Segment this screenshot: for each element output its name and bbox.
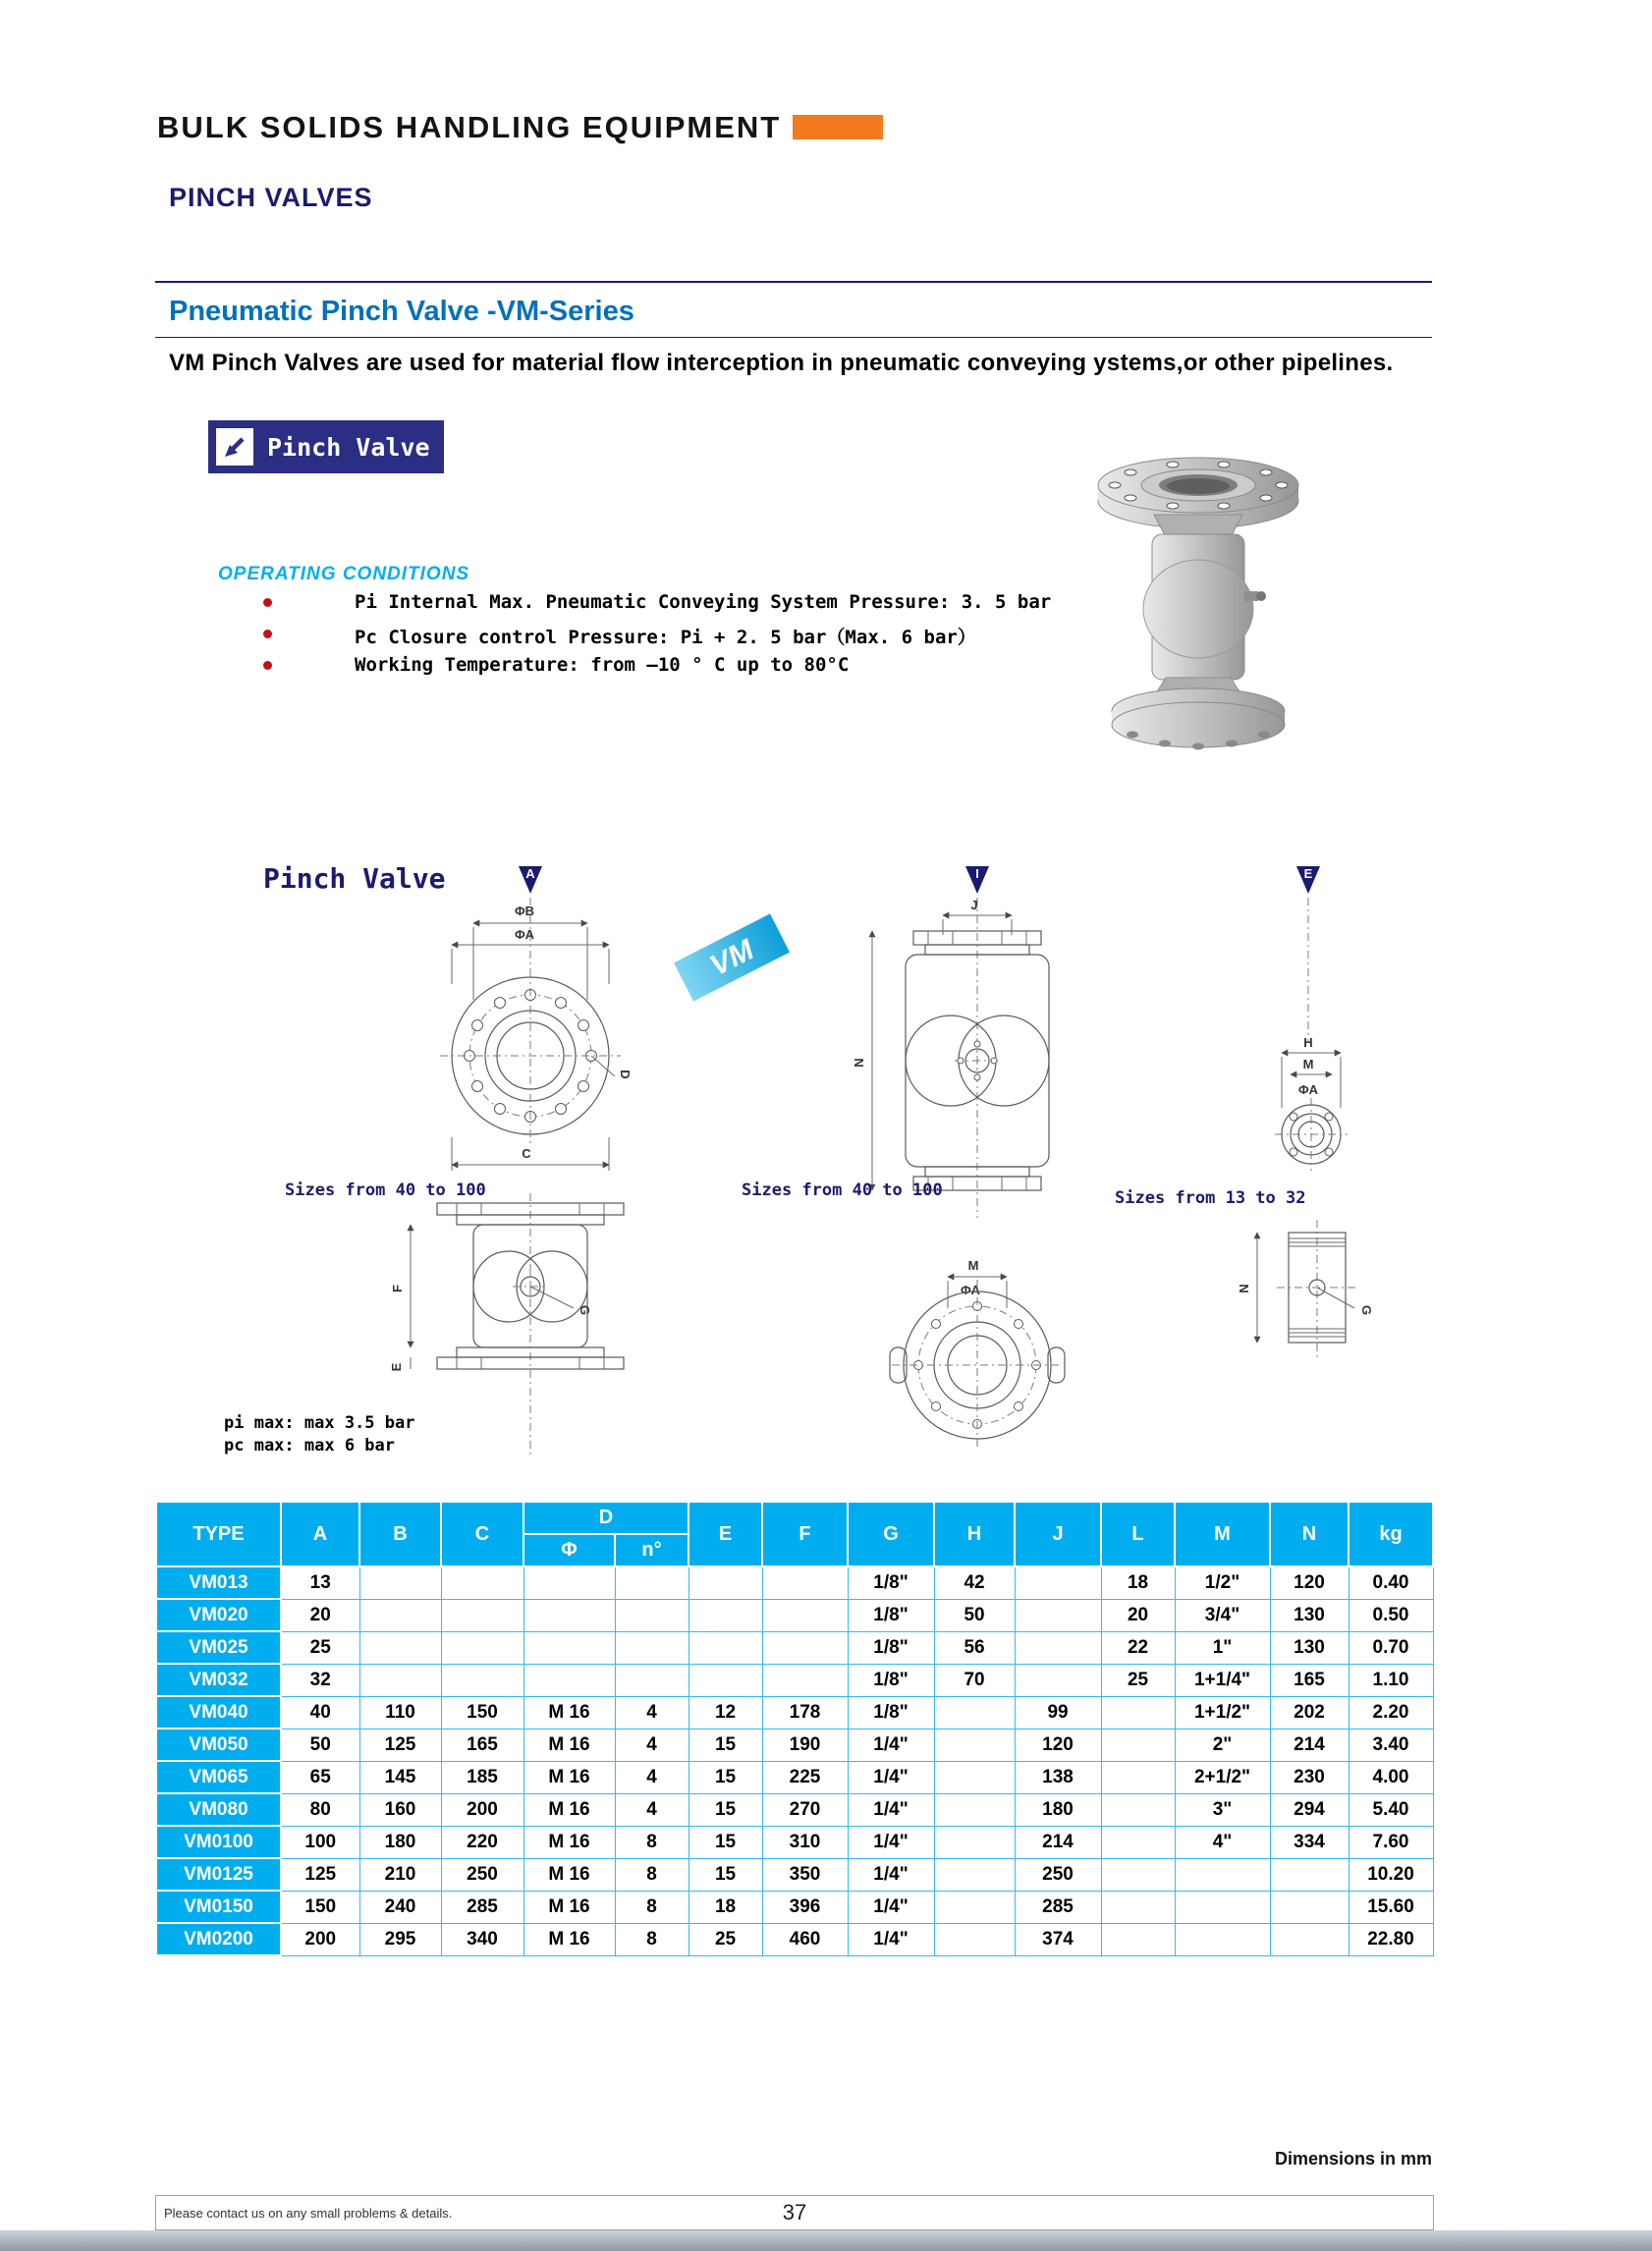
cell-value: [762, 1664, 848, 1696]
cell-value: 56: [934, 1631, 1015, 1664]
table-row: [156, 1793, 1433, 1826]
spec-table-body: [156, 1566, 1433, 1955]
page-header: [157, 110, 883, 145]
cell-value: 2+1/2": [1175, 1761, 1270, 1793]
series-description: VM Pinch Valves are used for material flow interception in pneumatic conveying ystems,or other pipelines.: [169, 350, 1394, 376]
cell-type: VM065: [156, 1761, 281, 1793]
cell-value: 12: [688, 1696, 762, 1729]
vm-badge: [674, 913, 790, 1001]
cell-value: [615, 1566, 688, 1599]
cell-value: 15: [688, 1729, 762, 1761]
cell-value: [1101, 1696, 1175, 1729]
svg-text:E: E: [389, 1362, 404, 1372]
cell-value: 50: [281, 1729, 359, 1761]
cell-value: 145: [359, 1761, 441, 1793]
svg-text:M: M: [967, 1258, 979, 1273]
cell-value: 350: [762, 1858, 848, 1891]
cell-value: [934, 1729, 1015, 1761]
table-row: [156, 1729, 1433, 1761]
table-row: [156, 1696, 1433, 1729]
svg-text:ΦA: ΦA: [1297, 1082, 1319, 1097]
cell-value: 4.00: [1349, 1761, 1433, 1793]
cell-value: [1101, 1923, 1175, 1955]
cell-value: 4: [615, 1729, 688, 1761]
cell-value: 150: [281, 1891, 359, 1923]
cell-value: 374: [1015, 1923, 1101, 1955]
cell-value: [441, 1631, 523, 1664]
cell-value: 1/4": [848, 1793, 934, 1826]
cell-value: 160: [359, 1793, 441, 1826]
cell-value: [1015, 1631, 1101, 1664]
col-d-n: n°: [615, 1534, 688, 1566]
drawing-front-flange-view: [440, 866, 633, 1171]
size-note-left: Sizes from 40 to 100: [285, 1180, 486, 1200]
cell-value: 1/8": [848, 1696, 934, 1729]
cell-value: 460: [762, 1923, 848, 1955]
cell-value: [359, 1631, 441, 1664]
cell-value: 1+1/4": [1175, 1664, 1270, 1696]
bottom-bar: [0, 2230, 1652, 2251]
divider-line-heading: [155, 337, 1432, 338]
cell-value: 295: [359, 1923, 441, 1955]
product-photo: [1056, 444, 1341, 753]
cell-value: 310: [762, 1826, 848, 1858]
cell-value: 1/4": [848, 1891, 934, 1923]
cell-value: [1175, 1891, 1270, 1923]
cell-value: M 16: [523, 1891, 615, 1923]
table-header-row: [156, 1502, 1433, 1534]
cell-value: 65: [281, 1761, 359, 1793]
operating-item: [263, 623, 976, 649]
col-g: G: [848, 1502, 934, 1566]
col-d: D: [523, 1502, 688, 1534]
size-note-mid: Sizes from 40 to 100: [742, 1180, 943, 1200]
svg-text:N: N: [852, 1058, 866, 1068]
cell-value: 15: [688, 1761, 762, 1793]
cell-value: [1175, 1858, 1270, 1891]
cell-value: [1101, 1729, 1175, 1761]
cell-value: [1015, 1599, 1101, 1631]
svg-text:A: A: [525, 866, 535, 881]
col-m: M: [1175, 1502, 1270, 1566]
col-l: L: [1101, 1502, 1175, 1566]
cell-value: [934, 1761, 1015, 1793]
cell-value: 214: [1270, 1729, 1349, 1761]
cell-value: 0.50: [1349, 1599, 1433, 1631]
cell-value: [688, 1664, 762, 1696]
cell-value: 1/2": [1175, 1566, 1270, 1599]
cell-value: [1101, 1858, 1175, 1891]
orange-accent-block: [793, 115, 883, 139]
table-row: [156, 1858, 1433, 1891]
cell-value: 50: [934, 1599, 1015, 1631]
cell-value: 334: [1270, 1826, 1349, 1858]
cell-value: 1": [1175, 1631, 1270, 1664]
cell-value: [615, 1599, 688, 1631]
drawing-side-view-medium: [852, 866, 1049, 1218]
cell-value: 0.70: [1349, 1631, 1433, 1664]
cell-value: 15: [688, 1858, 762, 1891]
svg-text:C: C: [522, 1146, 531, 1161]
cell-value: 3.40: [1349, 1729, 1433, 1761]
cell-value: 99: [1015, 1696, 1101, 1729]
cell-type: VM040: [156, 1696, 281, 1729]
section-title: PINCH VALVES: [169, 183, 373, 212]
cell-value: 25: [688, 1923, 762, 1955]
cell-value: [441, 1664, 523, 1696]
cell-value: 10.20: [1349, 1858, 1433, 1891]
svg-text:M: M: [1302, 1057, 1314, 1071]
cell-value: [1101, 1793, 1175, 1826]
divider-line-top: [155, 281, 1432, 283]
cell-value: [1101, 1826, 1175, 1858]
cell-value: M 16: [523, 1793, 615, 1826]
cell-value: [359, 1599, 441, 1631]
footer-note: Please contact us on any small problems & details.: [164, 2205, 453, 2221]
cell-value: 80: [281, 1793, 359, 1826]
cell-value: 250: [441, 1858, 523, 1891]
cell-value: 178: [762, 1696, 848, 1729]
cell-value: 22: [1101, 1631, 1175, 1664]
cell-value: 120: [1015, 1729, 1101, 1761]
cell-value: 1/4": [848, 1729, 934, 1761]
col-c: C: [441, 1502, 523, 1566]
cell-value: 32: [281, 1664, 359, 1696]
spec-table: [155, 1501, 1434, 1956]
cell-value: 42: [934, 1566, 1015, 1599]
col-h: H: [934, 1502, 1015, 1566]
cell-value: 190: [762, 1729, 848, 1761]
cell-value: 120: [1270, 1566, 1349, 1599]
cell-value: 100: [281, 1826, 359, 1858]
badge-label: Pinch Valve: [267, 432, 430, 462]
cell-value: 1/8": [848, 1566, 934, 1599]
svg-text:G: G: [578, 1304, 592, 1316]
cell-value: M 16: [523, 1696, 615, 1729]
cell-value: 1/4": [848, 1858, 934, 1891]
table-row: [156, 1566, 1433, 1599]
cell-type: VM0200: [156, 1923, 281, 1955]
table-row: [156, 1599, 1433, 1631]
cell-value: [688, 1631, 762, 1664]
svg-text:VM: VM: [704, 933, 759, 983]
footer: [155, 2195, 1434, 2230]
svg-text:F: F: [390, 1285, 405, 1292]
svg-text:H: H: [1303, 1035, 1313, 1050]
cell-value: 8: [615, 1826, 688, 1858]
cell-value: [523, 1631, 615, 1664]
operating-item: [263, 591, 1051, 613]
series-heading: Pneumatic Pinch Valve -VM-Series: [169, 296, 634, 327]
cell-value: 230: [1270, 1761, 1349, 1793]
cell-value: 185: [441, 1761, 523, 1793]
drawing-small-flange-view: [1275, 866, 1348, 1171]
cell-value: [934, 1891, 1015, 1923]
operating-item-text: Pi Internal Max. Pneumatic Conveying System Pressure: 3. 5 bar: [355, 591, 1052, 613]
cell-value: [934, 1793, 1015, 1826]
cell-value: 1+1/2": [1175, 1696, 1270, 1729]
svg-text:N: N: [1237, 1284, 1251, 1293]
technical-drawings: [157, 854, 1434, 1473]
col-kg: kg: [1349, 1502, 1433, 1566]
cell-value: 40: [281, 1696, 359, 1729]
cell-value: 25: [1101, 1664, 1175, 1696]
cell-value: [688, 1599, 762, 1631]
pinch-valve-badge: [208, 420, 444, 473]
drawings-title: Pinch Valve: [263, 862, 446, 895]
col-d-phi: Φ: [523, 1534, 615, 1566]
table-row: [156, 1826, 1433, 1858]
cell-type: VM0125: [156, 1858, 281, 1891]
cell-value: 25: [281, 1631, 359, 1664]
cell-value: 225: [762, 1761, 848, 1793]
cell-value: 285: [1015, 1891, 1101, 1923]
cell-value: 4: [615, 1696, 688, 1729]
cell-value: 18: [1101, 1566, 1175, 1599]
arrow-down-left-icon: [220, 432, 249, 462]
cell-value: 8: [615, 1923, 688, 1955]
cell-value: M 16: [523, 1858, 615, 1891]
operating-item-text: Working Temperature: from –10 ° C up to 80°C: [355, 654, 850, 676]
cell-value: [1015, 1664, 1101, 1696]
cell-value: 125: [281, 1858, 359, 1891]
cell-type: VM050: [156, 1729, 281, 1761]
operating-item: [263, 654, 849, 676]
cell-value: 0.40: [1349, 1566, 1433, 1599]
cell-value: 125: [359, 1729, 441, 1761]
cell-value: 8: [615, 1891, 688, 1923]
cell-value: 70: [934, 1664, 1015, 1696]
cell-value: [1015, 1566, 1101, 1599]
dimensions-note: Dimensions in mm: [1274, 2149, 1432, 2169]
size-note-right: Sizes from 13 to 32: [1115, 1188, 1306, 1208]
pc-max-note: pc max: max 6 bar: [224, 1436, 395, 1455]
cell-value: 1/4": [848, 1923, 934, 1955]
cell-value: 200: [441, 1793, 523, 1826]
cell-value: 202: [1270, 1696, 1349, 1729]
cell-value: [762, 1631, 848, 1664]
cell-value: 22.80: [1349, 1923, 1433, 1955]
col-f: F: [762, 1502, 848, 1566]
cell-value: [615, 1664, 688, 1696]
col-n: N: [1270, 1502, 1349, 1566]
cell-value: 340: [441, 1923, 523, 1955]
cell-value: 220: [441, 1826, 523, 1858]
table-row: [156, 1631, 1433, 1664]
cell-value: 3/4": [1175, 1599, 1270, 1631]
cell-value: 13: [281, 1566, 359, 1599]
cell-value: 15: [688, 1793, 762, 1826]
table-row: [156, 1761, 1433, 1793]
cell-value: 3": [1175, 1793, 1270, 1826]
cell-value: [1270, 1891, 1349, 1923]
cell-value: 110: [359, 1696, 441, 1729]
cell-value: 7.60: [1349, 1826, 1433, 1858]
cell-value: M 16: [523, 1729, 615, 1761]
cell-value: 285: [441, 1891, 523, 1923]
cell-value: 5.40: [1349, 1793, 1433, 1826]
page-number: 37: [782, 2200, 807, 2224]
cell-value: 270: [762, 1793, 848, 1826]
cell-value: 214: [1015, 1826, 1101, 1858]
cell-value: 15.60: [1349, 1891, 1433, 1923]
cell-value: [441, 1566, 523, 1599]
cell-value: M 16: [523, 1761, 615, 1793]
cell-value: 294: [1270, 1793, 1349, 1826]
cell-value: 130: [1270, 1631, 1349, 1664]
operating-conditions-title: OPERATING CONDITIONS: [218, 564, 470, 584]
cell-value: 15: [688, 1826, 762, 1858]
cell-value: 165: [441, 1729, 523, 1761]
svg-text:ΦB: ΦB: [514, 904, 535, 918]
cell-value: 4: [615, 1761, 688, 1793]
cell-value: 240: [359, 1891, 441, 1923]
cell-type: VM020: [156, 1599, 281, 1631]
cell-value: [934, 1826, 1015, 1858]
cell-value: 165: [1270, 1664, 1349, 1696]
cell-value: 180: [1015, 1793, 1101, 1826]
cell-value: 2.20: [1349, 1696, 1433, 1729]
cell-value: 210: [359, 1858, 441, 1891]
cell-type: VM025: [156, 1631, 281, 1664]
cell-value: 1/4": [848, 1761, 934, 1793]
pi-max-note: pi max: max 3.5 bar: [224, 1413, 415, 1433]
cell-type: VM0100: [156, 1826, 281, 1858]
drawing-side-view-large: [389, 1193, 624, 1455]
svg-text:ΦA: ΦA: [960, 1283, 981, 1297]
cell-value: 8: [615, 1858, 688, 1891]
svg-text:E: E: [1303, 866, 1313, 881]
cell-value: 130: [1270, 1599, 1349, 1631]
cell-value: [762, 1566, 848, 1599]
cell-type: VM032: [156, 1664, 281, 1696]
cell-value: [523, 1664, 615, 1696]
cell-value: [934, 1696, 1015, 1729]
cell-value: 396: [762, 1891, 848, 1923]
cell-value: M 16: [523, 1923, 615, 1955]
svg-text:G: G: [1359, 1304, 1374, 1316]
col-e: E: [688, 1502, 762, 1566]
cell-value: 4: [615, 1793, 688, 1826]
table-row: [156, 1891, 1433, 1923]
table-row: [156, 1664, 1433, 1696]
cell-value: 200: [281, 1923, 359, 1955]
cell-value: 4": [1175, 1826, 1270, 1858]
col-b: B: [359, 1502, 441, 1566]
svg-text:J: J: [970, 898, 978, 912]
cell-type: VM080: [156, 1793, 281, 1826]
cell-value: 1.10: [1349, 1664, 1433, 1696]
cell-value: [523, 1566, 615, 1599]
svg-text:D: D: [618, 1070, 633, 1079]
cell-value: [359, 1566, 441, 1599]
bullet-icon: [263, 661, 272, 670]
cell-value: 250: [1015, 1858, 1101, 1891]
header-title-text: BULK SOLIDS HANDLING EQUIPMENT: [157, 110, 782, 144]
cell-value: [441, 1599, 523, 1631]
cell-value: 18: [688, 1891, 762, 1923]
cell-value: [934, 1858, 1015, 1891]
col-j: J: [1015, 1502, 1101, 1566]
cell-value: [1270, 1858, 1349, 1891]
cell-value: 1/8": [848, 1599, 934, 1631]
col-type: TYPE: [156, 1502, 281, 1566]
drawing-side-view-small: [1237, 1220, 1374, 1357]
cell-type: VM0150: [156, 1891, 281, 1923]
drawing-bottom-view: [890, 1258, 1065, 1451]
svg-text:I: I: [975, 866, 979, 881]
cell-value: 2": [1175, 1729, 1270, 1761]
cell-value: [523, 1599, 615, 1631]
bullet-icon: [263, 598, 272, 607]
table-row: [156, 1923, 1433, 1955]
cell-value: [762, 1599, 848, 1631]
col-a: A: [281, 1502, 359, 1566]
cell-value: 150: [441, 1696, 523, 1729]
operating-item-text: Pc Closure control Pressure: Pi + 2. 5 bar（Max. 6 bar）: [355, 627, 976, 648]
cell-value: 1/4": [848, 1826, 934, 1858]
cell-type: VM013: [156, 1566, 281, 1599]
cell-value: 20: [281, 1599, 359, 1631]
cell-value: [359, 1664, 441, 1696]
cell-value: [934, 1923, 1015, 1955]
cell-value: [1101, 1761, 1175, 1793]
cell-value: [615, 1631, 688, 1664]
cell-value: 1/8": [848, 1664, 934, 1696]
cell-value: [688, 1566, 762, 1599]
cell-value: [1270, 1923, 1349, 1955]
cell-value: 20: [1101, 1599, 1175, 1631]
cell-value: [1101, 1891, 1175, 1923]
bullet-icon: [263, 630, 272, 638]
cell-value: 180: [359, 1826, 441, 1858]
svg-text:ΦA: ΦA: [514, 927, 535, 942]
cell-value: M 16: [523, 1826, 615, 1858]
badge-icon-box: [216, 428, 253, 466]
cell-value: [1175, 1923, 1270, 1955]
cell-value: 138: [1015, 1761, 1101, 1793]
cell-value: 1/8": [848, 1631, 934, 1664]
